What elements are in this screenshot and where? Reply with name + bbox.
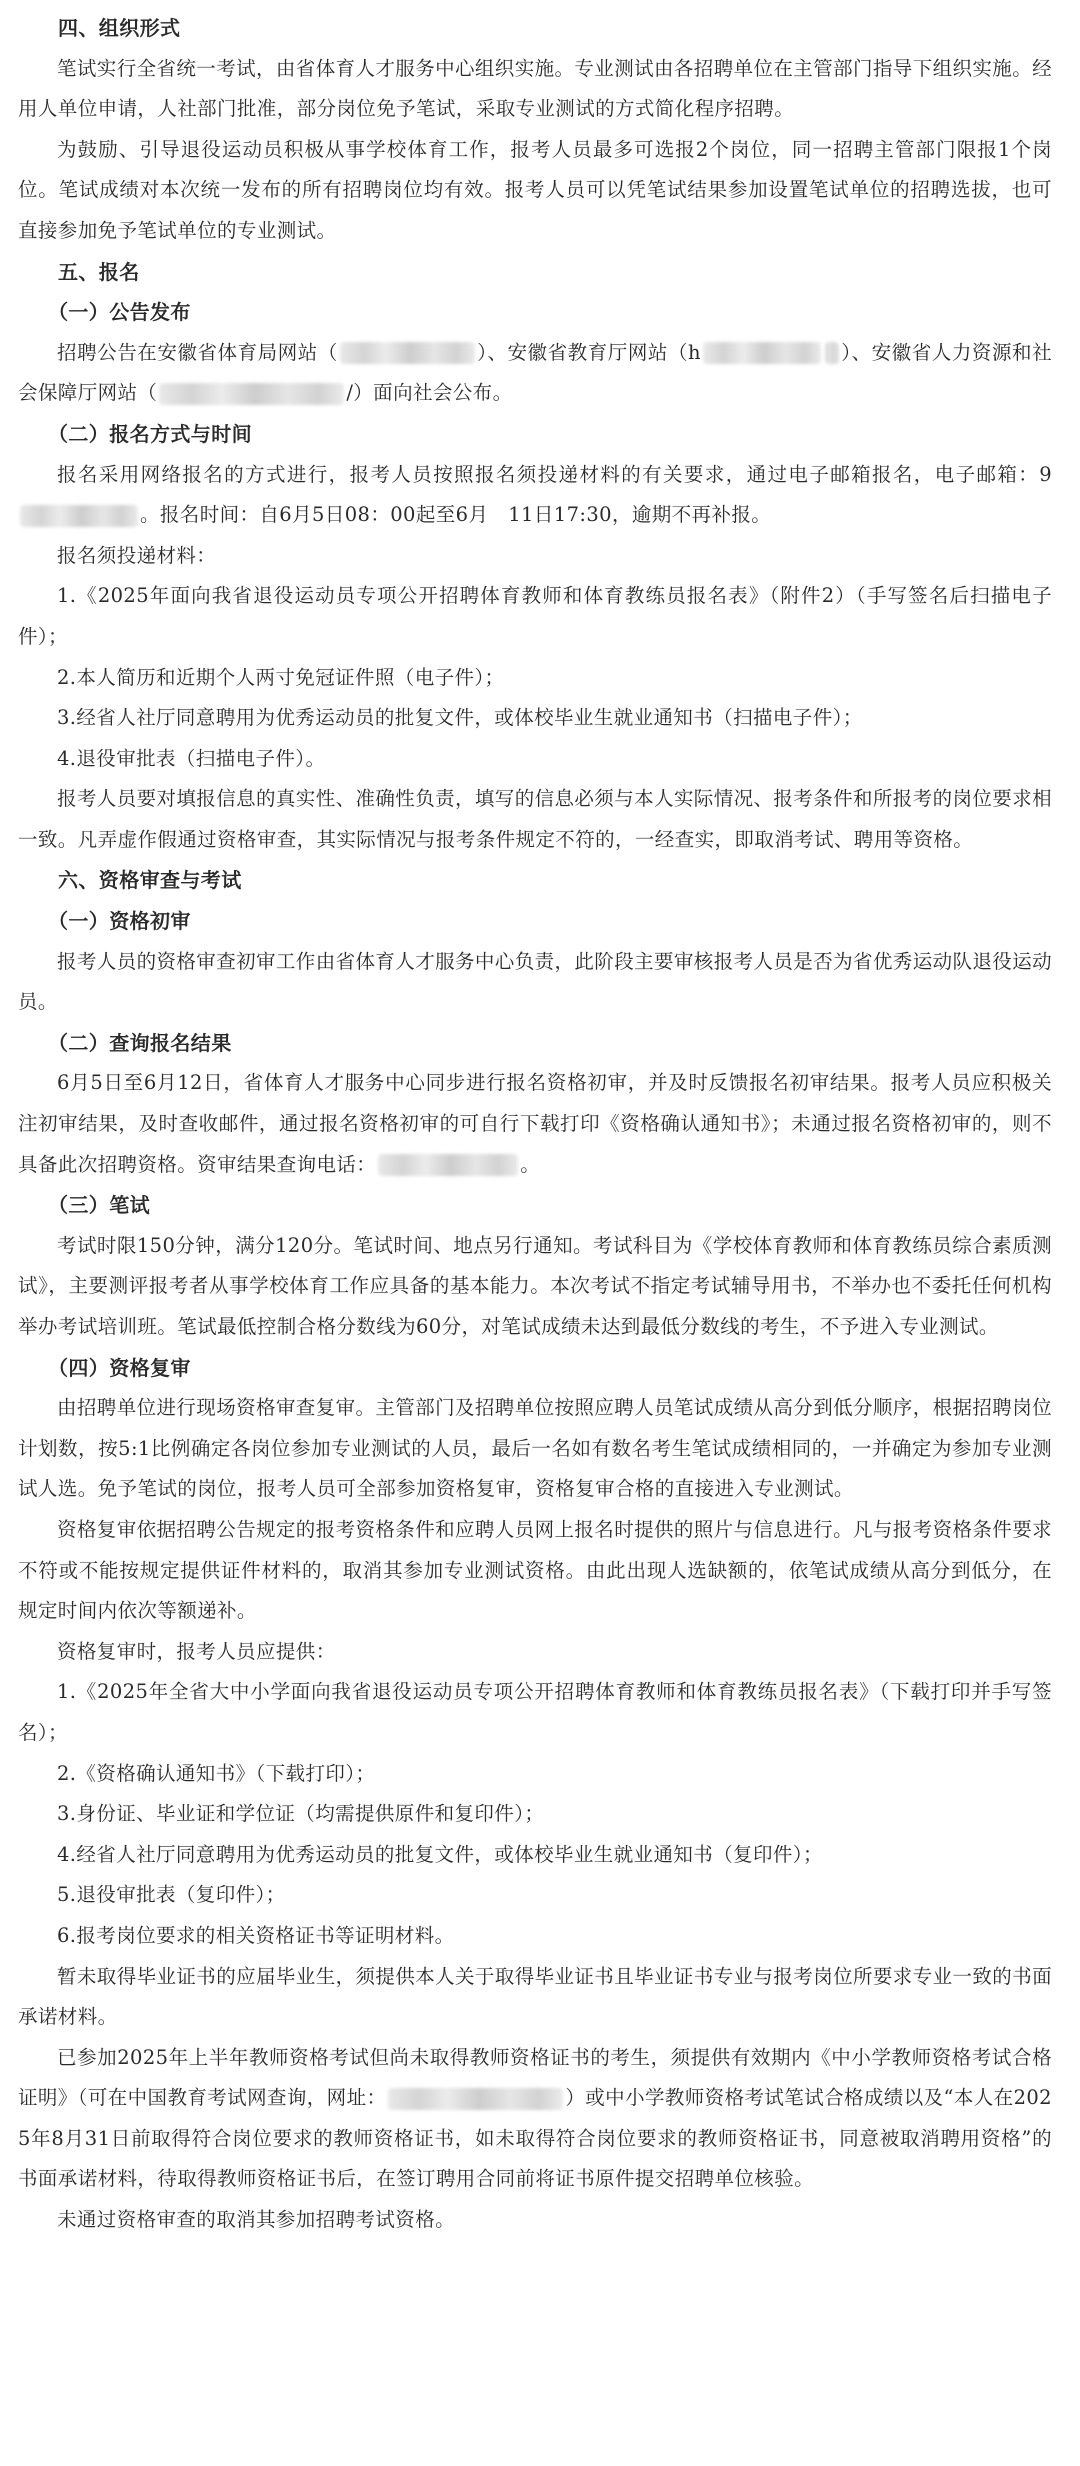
graduate-commitment-paragraph: 暂未取得毕业证书的应届毕业生，须提供本人关于取得毕业证书且毕业证书专业与报考岗位所要求专业一致的书面承诺材料。	[18, 1964, 1053, 2029]
section-4-paragraph-2: 为鼓励、引导退役运动员积极从事学校体育工作，报考人员最多可选报2个岗位，同一招聘主管部门限报1个岗位。笔试成绩对本次统一发布的所有招聘岗位均有效。报考人员可以凭笔试结果参加设置笔试单位的招聘选拔，也可直接参加免予笔试单位的专业测试。	[18, 137, 1052, 242]
truthfulness-paragraph: 报考人员要对填报信息的真实性、准确性负责，填写的信息必须与本人实际情况、报考条件和所报考的岗位要求相一致。凡弄虚作假通过资格审查，其实际情况与报考条件规定不符的，一经查实，即取消考试、聘用等资格。	[18, 787, 1053, 851]
redacted-url	[825, 342, 839, 364]
section-6-title: 六、资格审查与考试	[58, 868, 242, 893]
redacted-phone	[378, 1154, 518, 1176]
teacher-certificate-text-2: ）或中小学教师资格考试笔试合格成绩以及“本人在2025年8月31日前取得符合岗位要求的教师资格证书，如未取得符合岗位要求的教师资格证书，同意被取消聘用资格”的书面承诺材料，待取得教师资格证书后，在签订聘用合同前将证书原件提交招聘单位核验。	[18, 2086, 1052, 2191]
re-review-item-6: 6.报考岗位要求的相关资格证书等证明材料。	[57, 1923, 455, 1947]
materials-item-2: 2.本人简历和近期个人两寸免冠证件照（电子件）；	[57, 665, 505, 689]
re-review-item-4: 4.经省人社厅同意聘用为优秀运动员的批复文件，或体校毕业生就业通知书（复印件）；	[57, 1842, 823, 1866]
materials-intro: 报名须投递材料：	[57, 543, 217, 567]
announcement-paragraph	[18, 333, 1052, 414]
re-review-item-2: 2.《资格确认通知书》（下载打印）；	[57, 1761, 376, 1785]
section-5-1-title: （一）公告发布	[48, 300, 191, 325]
re-review-item-1: 1.《2025年全省大中小学面向我省退役运动员专项公开招聘体育教师和体育教练员报名表》（下载打印并手写签名）；	[18, 1680, 1052, 1744]
re-review-paragraph-2: 资格复审依据招聘公告规定的报考资格条件和应聘人员网上报名时提供的照片与信息进行。凡与报考资格条件要求不符或不能按规定提供证件材料的，取消其参加专业测试资格。由此出现人选缺额的，依笔试成绩从高分到低分，在规定时间内依次等额递补。	[18, 1517, 1053, 1623]
section-5-title: 五、报名	[58, 259, 140, 284]
query-result-end: 。	[520, 1152, 541, 1176]
section-4-paragraph-1: 笔试实行全省统一考试，由省体育人才服务中心组织实施。专业测试由各招聘单位在主管部门指导下组织实施。经用人单位申请，人社部门批准，部分岗位免予笔试，采取专业测试的方式简化程序招聘。	[18, 56, 1053, 121]
announcement-text-1: 招聘公告在安徽省体育局网站（	[57, 340, 338, 364]
announcement-text-3: ）、安徽省人力资源和社会保障厅网站（	[18, 340, 1053, 405]
redacted-url	[388, 2088, 563, 2110]
materials-item-1: 1.《2025年面向我省退役运动员专项公开招聘体育教师和体育教练员报名表》（附件2）（手写签名后扫描电子件）；	[18, 584, 1052, 648]
redacted-url	[159, 383, 344, 405]
section-6-1-title: （一）资格初审	[48, 909, 191, 934]
registration-text-2: 。报名时间：自6月5日08：00起至6月 11日17:30，逾期不再补报。	[140, 503, 772, 527]
re-review-paragraph-3: 资格复审时，报考人员应提供：	[57, 1639, 336, 1663]
redacted-url	[340, 342, 475, 364]
redacted-url	[703, 342, 821, 364]
materials-item-3: 3.经省人社厅同意聘用为优秀运动员的批复文件，或体校毕业生就业通知书（扫描电子件）；	[57, 706, 863, 730]
section-5-2-title: （二）报名方式与时间	[48, 421, 252, 446]
re-review-item-5: 5.退役审批表（复印件）；	[57, 1883, 286, 1907]
announcement-text-2: ）、安徽省教育厅网站（h	[476, 340, 702, 364]
section-6-3-title: （三）笔试	[48, 1193, 150, 1218]
written-exam-paragraph: 考试时限150分钟，满分120分。笔试时间、地点另行通知。考试科目为《学校体育教师和体育教练员综合素质测试》，主要测评报考者从事学校体育工作应具备的基本能力。本次考试不指定考试辅导用书，不举办也不委托任何机构举办考试培训班。笔试最低控制合格分数线为60分，对笔试成绩未达到最低分数线的考生，不予进入专业测试。	[18, 1233, 1052, 1338]
query-result-paragraph	[18, 1063, 1052, 1185]
section-6-2-title: （二）查询报名结果	[48, 1030, 232, 1055]
section-6-4-title: （四）资格复审	[48, 1355, 191, 1380]
section-4-title: 四、组织形式	[58, 16, 181, 40]
teacher-certificate-paragraph	[18, 2038, 1052, 2200]
disqualification-paragraph: 未通过资格审查的取消其参加招聘考试资格。	[57, 2208, 456, 2232]
re-review-paragraph-1: 由招聘单位进行现场资格审查复审。主管部门及招聘单位按照应聘人员笔试成绩从高分到低分顺序，根据招聘岗位计划数，按5:1比例确定各岗位参加专业测试的人员，最后一名如有数名考生笔试成绩相同的，一并确定为参加专业测试人选。免予笔试的岗位，报考人员可全部参加资格复审，资格复审合格的直接进入专业测试。	[18, 1396, 1053, 1501]
materials-item-4: 4.退役审批表（扫描电子件）。	[57, 746, 326, 770]
initial-review-paragraph: 报考人员的资格审查初审工作由省体育人才服务中心负责，此阶段主要审核报考人员是否为省优秀运动队退役运动员。	[18, 949, 1053, 1014]
registration-method-paragraph	[18, 455, 1052, 536]
re-review-item-3: 3.身份证、毕业证和学位证（均需提供原件和复印件）；	[57, 1802, 545, 1826]
teacher-certificate-text-1: 已参加2025年上半年教师资格考试但尚未取得教师资格证书的考生，须提供有效期内《中小学教师资格考试合格证明》（可在中国教育考试网查询，网址：	[18, 2045, 1052, 2110]
redacted-email	[20, 505, 138, 527]
registration-text-1: 报名采用网络报名的方式进行，报考人员按照报名须投递材料的有关要求，通过电子邮箱报名，电子邮箱：9	[57, 462, 1052, 486]
query-result-text: 6月5日至6月12日，省体育人才服务中心同步进行报名资格初审，并及时反馈报名初审结果。报考人员应积极关注初审结果，及时查收邮件，通过报名资格初审的可自行下载打印《资格确认通知书》；未通过报名资格初审的，则不具备此次招聘资格。资审结果查询电话：	[18, 1071, 1052, 1176]
announcement-text-4: /）面向社会公布。	[346, 381, 513, 405]
